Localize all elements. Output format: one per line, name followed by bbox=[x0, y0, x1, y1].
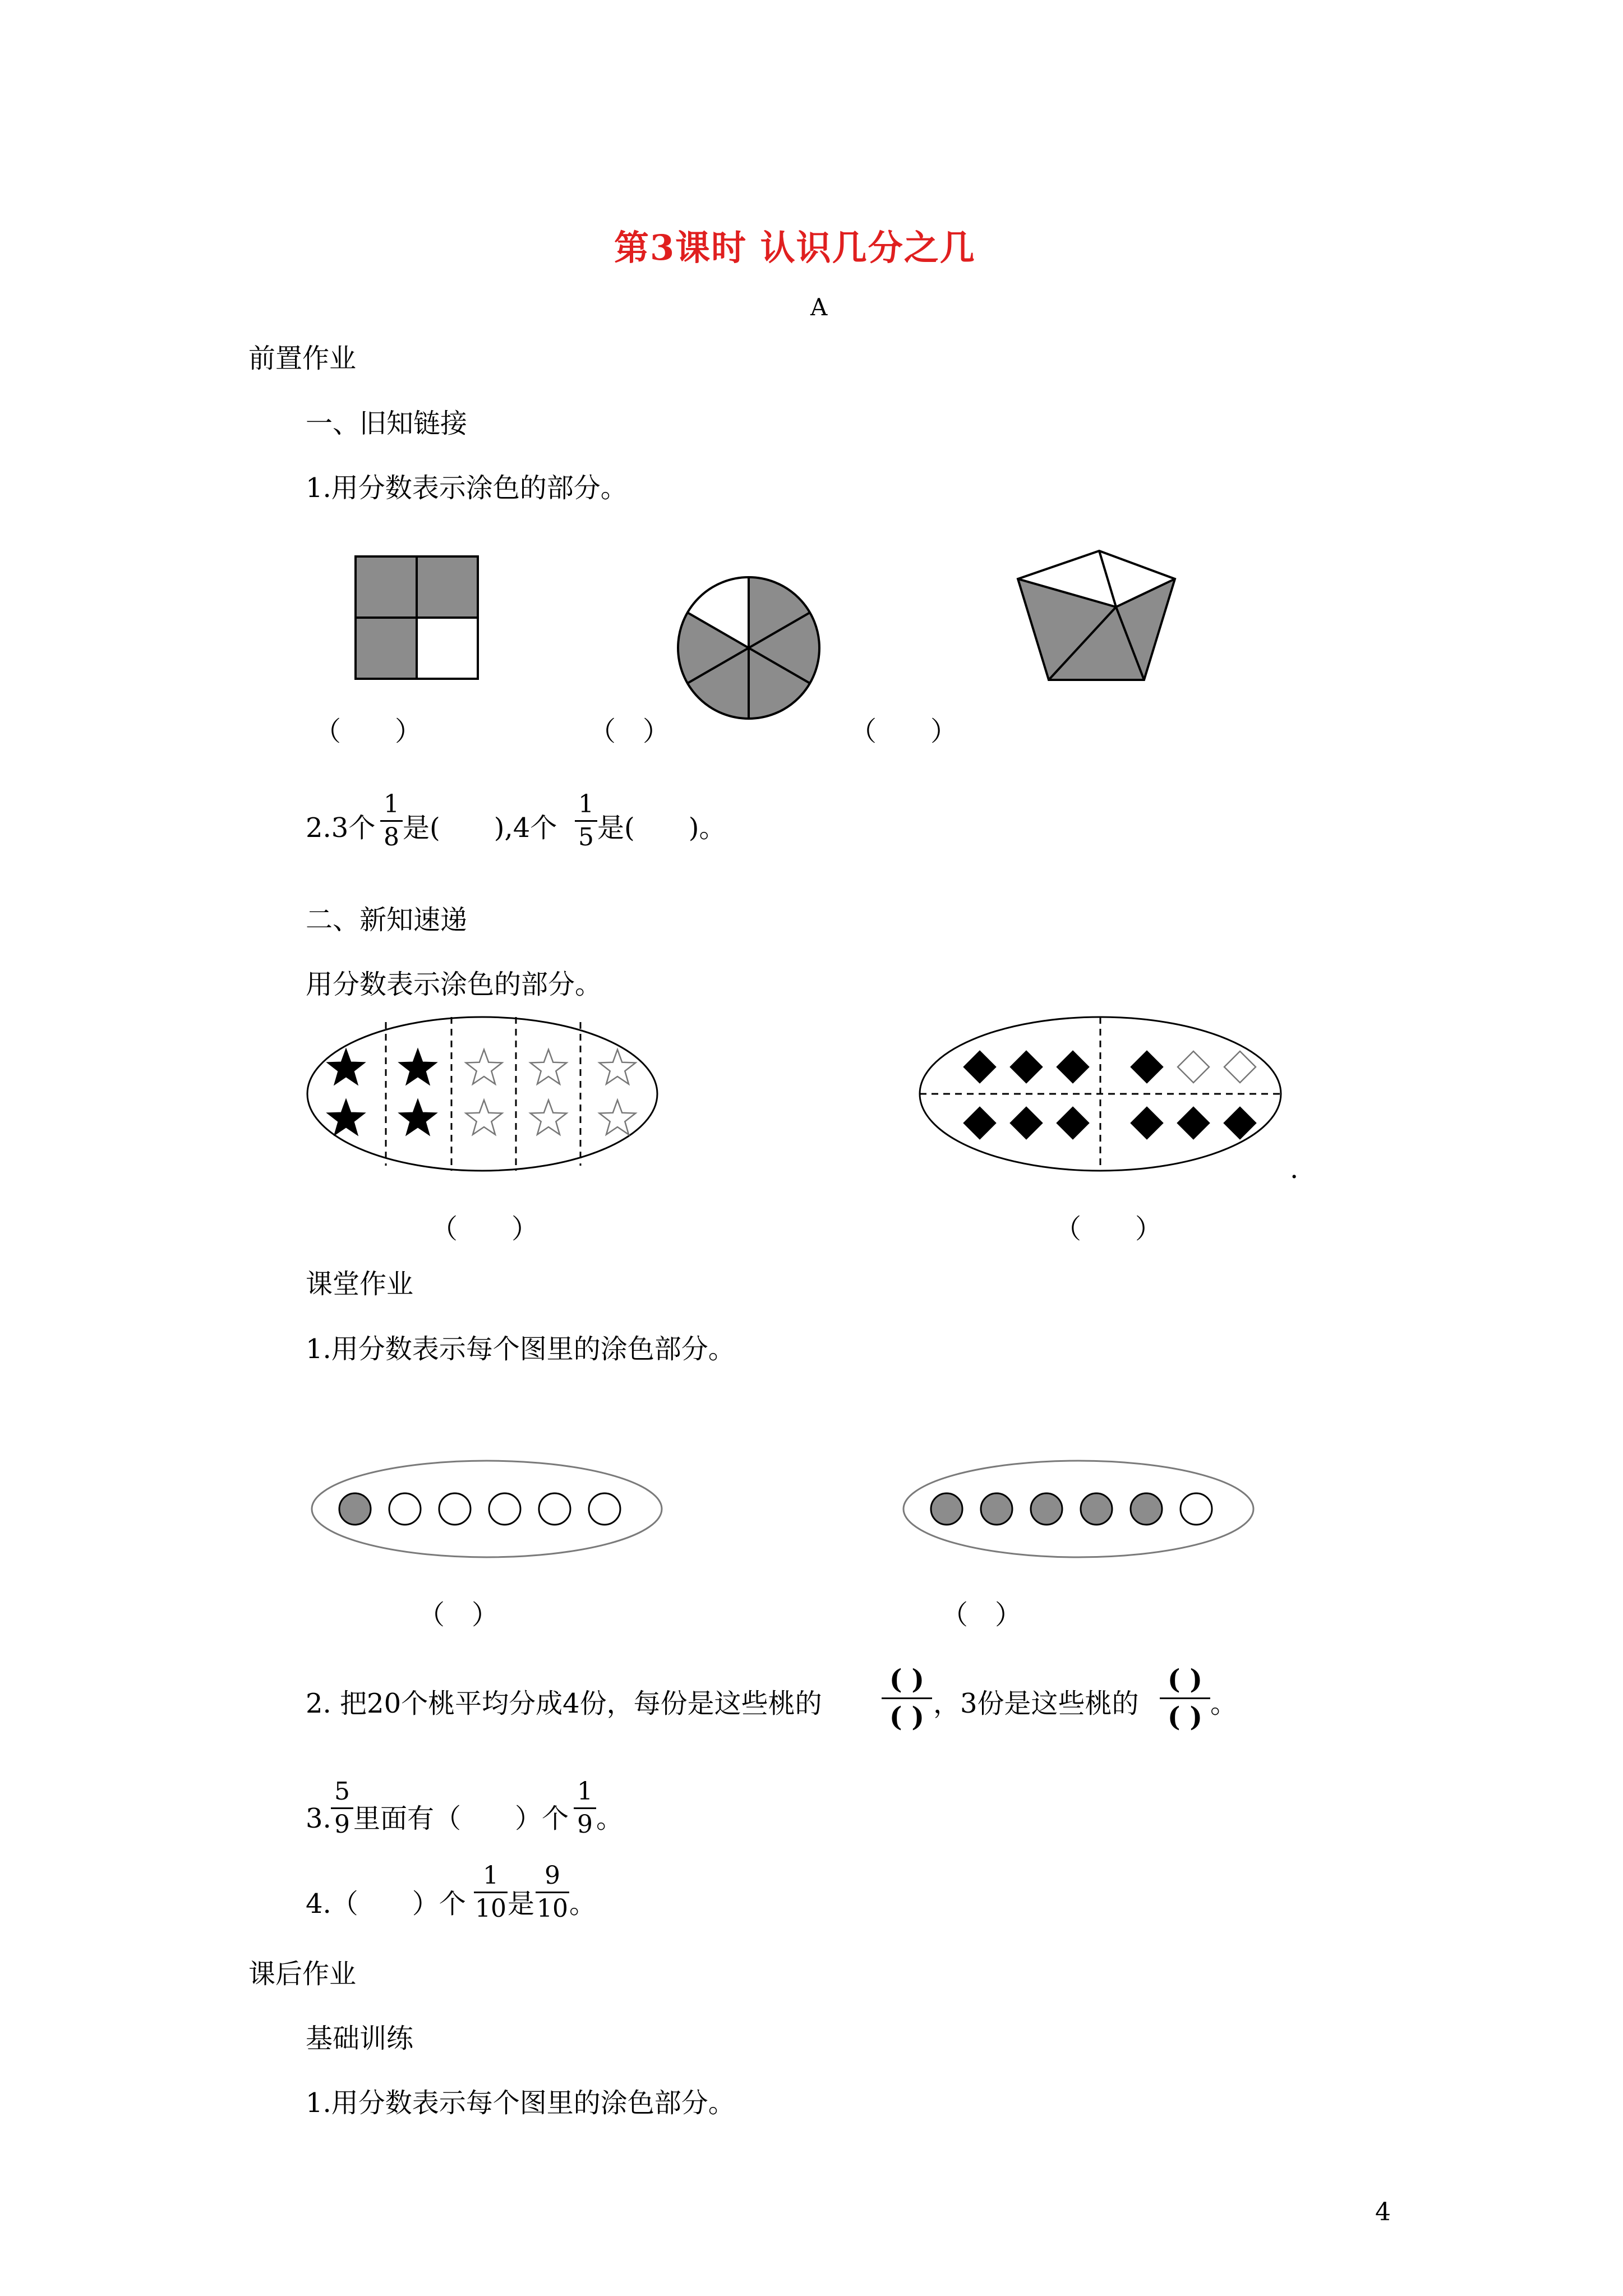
fraction-one-fifth: 1 5 bbox=[575, 792, 597, 850]
part-new-knowledge: 二、新知速递 bbox=[306, 904, 468, 936]
after-question-1: 1.用分数表示每个图里的涂色部分。 bbox=[306, 2087, 735, 2119]
basic-training: 基础训练 bbox=[306, 2023, 414, 2054]
filled-circle bbox=[1031, 1493, 1062, 1525]
filled-diamond bbox=[1057, 1107, 1089, 1139]
answer-blank-stars[interactable]: （ ） bbox=[431, 1213, 539, 1245]
stars-group bbox=[328, 1050, 636, 1135]
filled-diamond bbox=[1011, 1051, 1042, 1083]
empty-circle bbox=[439, 1493, 471, 1525]
empty-circle bbox=[539, 1493, 570, 1525]
diamonds-ellipse-figure bbox=[918, 1015, 1283, 1172]
circles-ellipse-b bbox=[902, 1458, 1255, 1559]
answer-blank-square[interactable]: （ ） bbox=[314, 716, 422, 747]
pentagon-figure bbox=[1018, 551, 1220, 685]
blank-fraction-two[interactable]: ( ) ( ) bbox=[1160, 1666, 1210, 1731]
section-after-class: 课后作业 bbox=[248, 1958, 357, 1990]
class-question-3-part-c: 。 bbox=[596, 1803, 624, 1834]
filled-star bbox=[328, 1100, 365, 1135]
class-question-3-part-b[interactable]: 里面有（ ）个 bbox=[353, 1803, 569, 1834]
filled-star bbox=[400, 1100, 436, 1135]
class-question-2-part-b: ，3份是这些桃的 bbox=[933, 1688, 1139, 1719]
class-question-2-part-c: 。 bbox=[1210, 1688, 1238, 1719]
empty-star bbox=[600, 1050, 636, 1084]
filled-circle bbox=[1081, 1493, 1112, 1525]
filled-diamond bbox=[1224, 1107, 1256, 1139]
question-1: 1.用分数表示涂色的部分。 bbox=[306, 472, 628, 504]
circles-b-group bbox=[931, 1493, 1212, 1525]
empty-diamond bbox=[1224, 1051, 1256, 1083]
class-question-2-part-a: 2. 把20个桃平均分成4份，每份是这些桃的 bbox=[306, 1688, 822, 1719]
class-question-1: 1.用分数表示每个图里的涂色部分。 bbox=[306, 1333, 735, 1365]
square-figure bbox=[354, 555, 479, 680]
empty-circle bbox=[1181, 1493, 1212, 1525]
empty-star bbox=[466, 1100, 502, 1135]
filled-diamond bbox=[1057, 1051, 1089, 1083]
class-question-4-part-b: 是 bbox=[508, 1888, 535, 1920]
circle-figure bbox=[676, 575, 822, 721]
empty-star bbox=[600, 1100, 636, 1135]
fraction-one-tenth: 1 10 bbox=[475, 1861, 506, 1923]
diamonds-group bbox=[964, 1051, 1256, 1139]
circles-a-group bbox=[339, 1493, 620, 1525]
blank-fraction-one[interactable]: ( ) ( ) bbox=[882, 1666, 932, 1731]
stray-dot: . bbox=[1290, 1153, 1299, 1185]
question-2-part-a: 2.3个 bbox=[306, 812, 376, 844]
class-question-4-part-a[interactable]: 4.（ ）个 bbox=[306, 1888, 466, 1920]
class-question-3-part-a: 3. bbox=[306, 1803, 331, 1834]
empty-circle bbox=[589, 1493, 620, 1525]
answer-blank-diamonds[interactable]: （ ） bbox=[1054, 1213, 1163, 1245]
fraction-one-eighth: 1 8 bbox=[380, 792, 403, 850]
answer-blank-circles-a[interactable]: （ ） bbox=[418, 1599, 499, 1631]
page-number: 4 bbox=[1375, 2198, 1391, 2226]
answer-blank-pentagon[interactable]: （ ） bbox=[850, 716, 958, 747]
fraction-nine-tenths: 9 10 bbox=[537, 1861, 568, 1923]
section-pre-homework: 前置作业 bbox=[248, 343, 357, 374]
page-title: 第3课时 认识几分之几 bbox=[614, 227, 976, 268]
empty-star bbox=[466, 1050, 502, 1084]
class-question-4-part-c: 。 bbox=[569, 1888, 597, 1920]
empty-diamond bbox=[1178, 1051, 1209, 1083]
filled-diamond bbox=[1011, 1107, 1042, 1139]
filled-diamond bbox=[964, 1051, 995, 1083]
subtitle: A bbox=[810, 293, 828, 321]
circles-ellipse-a bbox=[310, 1458, 663, 1559]
filled-diamond bbox=[1131, 1107, 1163, 1139]
stars-ellipse-figure bbox=[306, 1015, 659, 1172]
filled-diamond bbox=[1131, 1051, 1163, 1083]
section-class-work: 课堂作业 bbox=[306, 1268, 414, 1300]
filled-circle bbox=[981, 1493, 1012, 1525]
empty-star bbox=[531, 1050, 567, 1084]
answer-blank-circles-b[interactable]: （ ） bbox=[941, 1599, 1022, 1631]
empty-circle bbox=[389, 1493, 421, 1525]
fraction-one-ninth: 1 9 bbox=[574, 1779, 596, 1837]
filled-diamond bbox=[1178, 1107, 1209, 1139]
filled-star bbox=[328, 1050, 365, 1084]
filled-star bbox=[400, 1050, 436, 1084]
question-2-part-c[interactable]: 是( )。 bbox=[597, 812, 726, 844]
answer-blank-circle[interactable]: （ ） bbox=[589, 716, 670, 747]
part-2-question: 用分数表示涂色的部分。 bbox=[306, 969, 602, 1000]
filled-circle bbox=[339, 1493, 371, 1525]
filled-circle bbox=[1131, 1493, 1162, 1525]
empty-star bbox=[531, 1100, 567, 1135]
filled-circle bbox=[931, 1493, 962, 1525]
fraction-five-ninths: 5 9 bbox=[331, 1779, 353, 1837]
filled-diamond bbox=[964, 1107, 995, 1139]
question-2-part-b[interactable]: 是( ),4个 bbox=[403, 812, 557, 844]
empty-circle bbox=[489, 1493, 520, 1525]
part-old-knowledge: 一、旧知链接 bbox=[306, 408, 468, 439]
